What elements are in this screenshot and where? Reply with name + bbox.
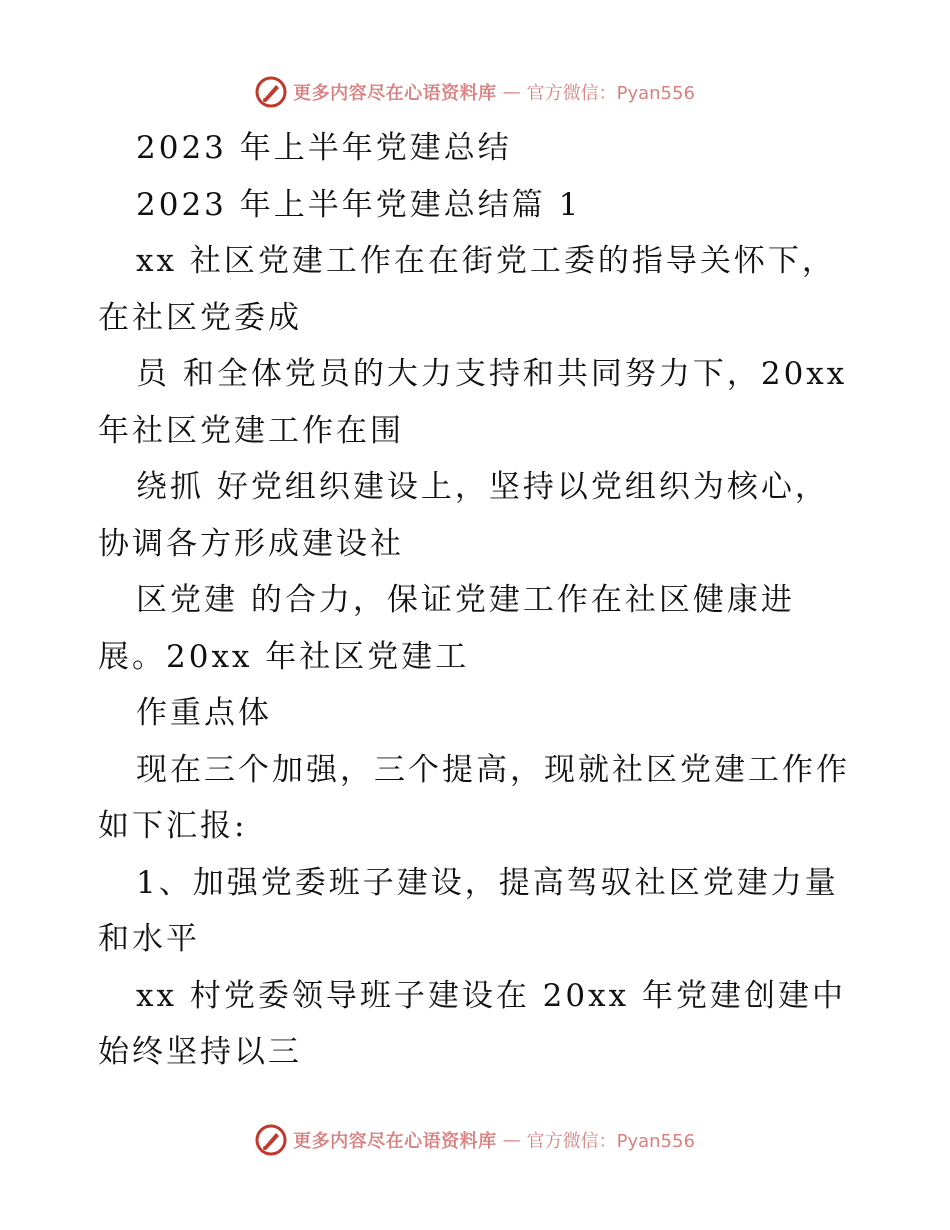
- watermark-main-text: 更多内容尽在心语资料库: [293, 83, 497, 104]
- paragraph-line: 1、加强党委班子建设，提高驾驭社区党建力量: [136, 864, 839, 901]
- footer-watermark: [0, 1120, 950, 1160]
- document-title: 2023 年上半年党建总结: [136, 130, 512, 166]
- paragraph-line: 如下汇报:: [98, 808, 248, 844]
- watermark-wechat-text: 官方微信：Pyan556: [526, 1131, 695, 1152]
- paragraph-line: xx 村党委领导班子建设在 20xx 年党建创建中: [136, 977, 846, 1014]
- paragraph-line: 展。20xx 年社区党建工: [98, 638, 470, 675]
- paragraph-line: 现在三个加强，三个提高，现就社区党建工作作: [136, 751, 850, 788]
- pen-circle-icon: [255, 76, 287, 108]
- pen-circle-icon: [255, 1124, 287, 1156]
- paragraph-line: 在社区党委成: [98, 299, 302, 336]
- watermark-main-text: 更多内容尽在心语资料库: [293, 1131, 497, 1152]
- paragraph-line: 始终坚持以三: [98, 1034, 302, 1070]
- paragraph-line: 作重点体: [136, 695, 272, 731]
- watermark-wechat-text: 官方微信：Pyan556: [526, 83, 695, 104]
- section-heading: 2023 年上半年党建总结篇 1: [136, 186, 582, 223]
- paragraph-line: xx 社区党建工作在在街党工委的指导关怀下，: [136, 243, 836, 279]
- paragraph-line: 员 和全体党员的大力支持和共同努力下，20xx: [136, 356, 848, 392]
- paragraph-line: 和水平: [98, 921, 200, 957]
- paragraph-line: 协调各方形成建设社: [98, 525, 404, 562]
- watermark-separator: —: [502, 81, 521, 103]
- paragraph-line: 区党建 的合力，保证党建工作在社区健康进: [136, 582, 795, 618]
- watermark-separator: —: [502, 1129, 521, 1151]
- paragraph-line: 绕抓 好党组织建设上，坚持以党组织为核心，: [136, 469, 829, 505]
- document-body: [98, 120, 858, 1081]
- header-watermark: [0, 72, 950, 112]
- paragraph-line: 年社区党建工作在围: [98, 412, 404, 449]
